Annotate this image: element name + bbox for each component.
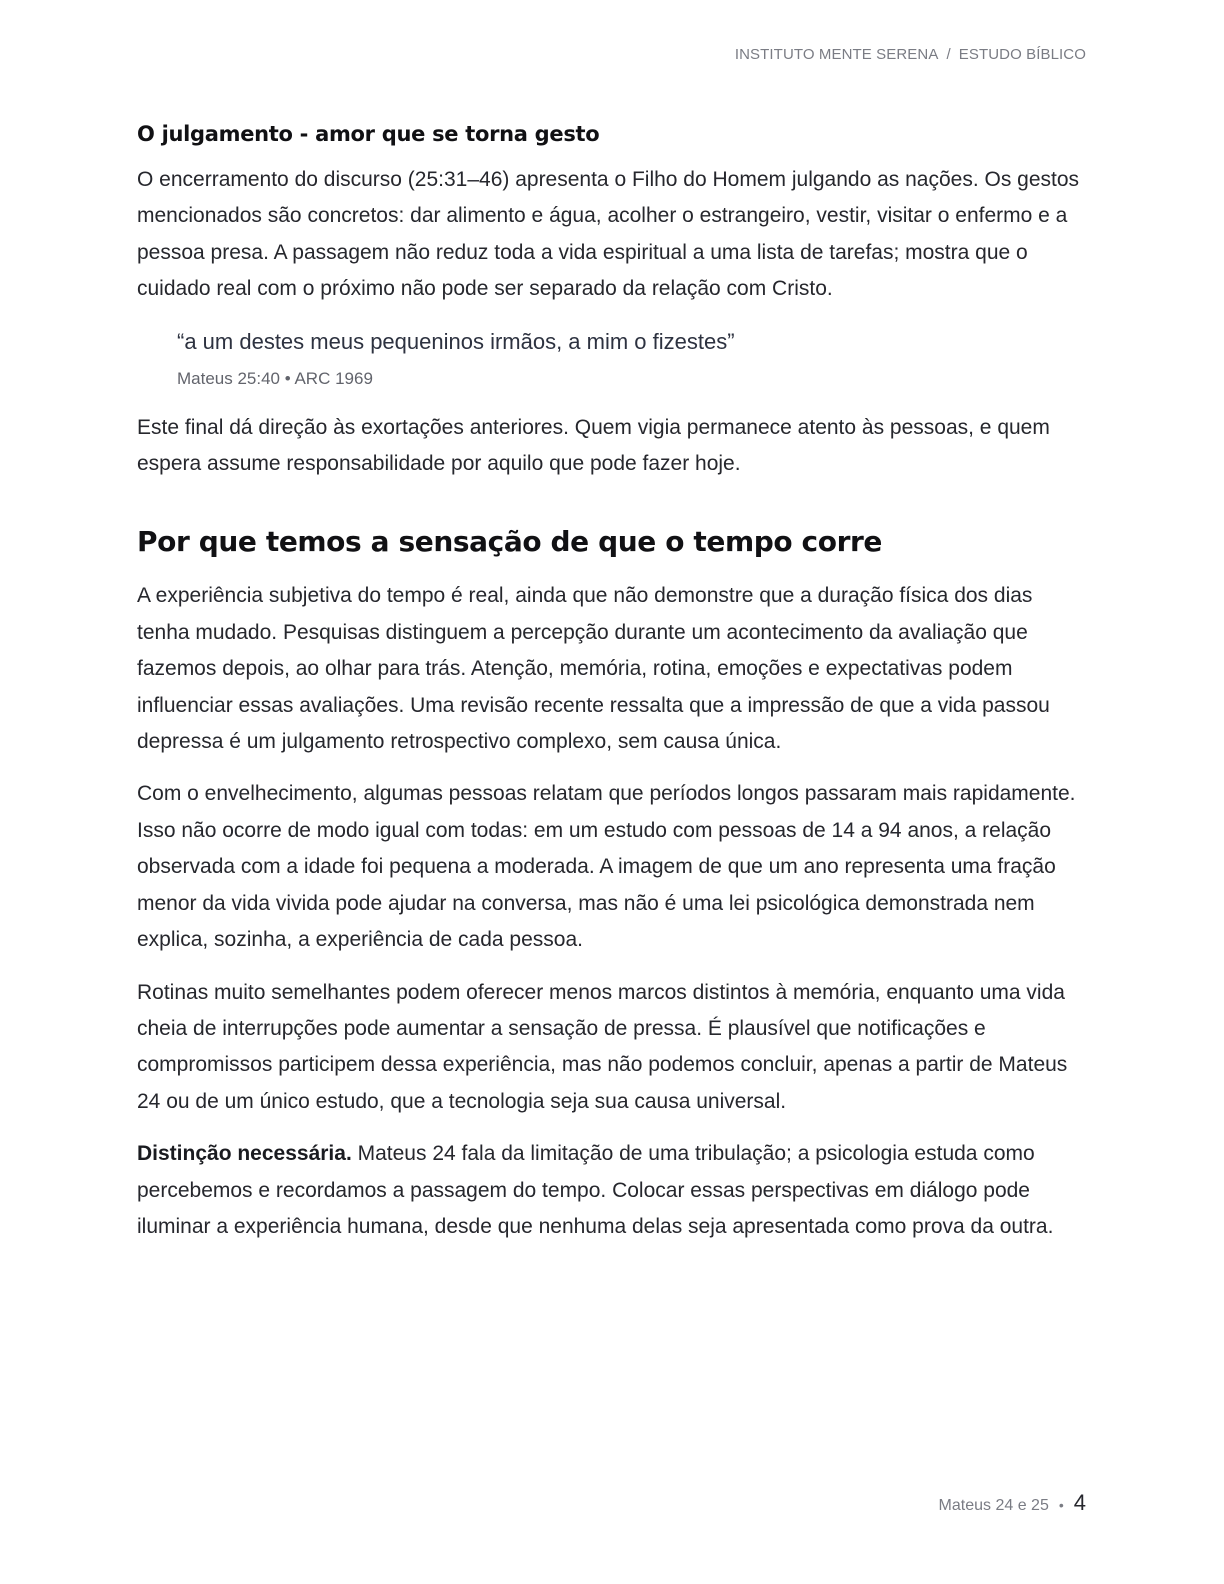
- distinction-label: Distinção necessária.: [137, 1142, 352, 1166]
- running-header: [735, 46, 1086, 63]
- distinction-paragraph: [137, 1136, 1089, 1245]
- page-footer: [939, 1490, 1086, 1516]
- time-paragraph-3: Rotinas muito semelhantes podem oferecer menos marcos distintos à memória, enquanto uma vida cheia de interrupções pode aumentar a sensação de pressa. É plausível que notificações e compromissos participem dessa experiência, mas não podemos concluir, apenas a partir de Mateus 24 ou de um único estudo, que a tecnologia seja sua causa universal.: [137, 980, 1068, 1113]
- time-paragraph-1: A experiência subjetiva do tempo é real, ainda que não demonstre que a duração física dos dias tenha mudado. Pesquisas distinguem a percepção durante um acontecimento da avaliação que fazemos depois, ao olhar para trás. Atenção, memória, rotina, emoções e expectativas podem influenciar essas avaliações. Uma revisão recente ressalta que a impressão de que a vida passou depressa é um julgamento retrospectivo complexo, sem causa única.: [137, 584, 1050, 754]
- header-separator: /: [946, 46, 951, 63]
- quote-text: “a um destes meus pequeninos irmãos, a mim o fizestes”: [177, 328, 735, 354]
- judgment-paragraph-1: O encerramento do discurso (25:31–46) apresenta o Filho do Homem julgando as nações. Os gestos mencionados são concretos: dar alimento e água, acolher o estrangeiro, vestir, visitar o enfermo e a pessoa presa. A passagem não reduz toda a vida espiritual a uma lista de tarefas; mostra que o cuidado real com o próximo não pode ser separado da relação com Cristo.: [137, 168, 1080, 301]
- header-section: ESTUDO BÍBLICO: [958, 46, 1086, 63]
- quote-citation: Mateus 25:40 • ARC 1969: [177, 368, 373, 388]
- scripture-quote: [177, 324, 1089, 394]
- header-org: INSTITUTO MENTE SERENA: [734, 46, 939, 63]
- time-heading: Por que temos a sensação de que o tempo corre: [137, 525, 883, 559]
- page-content: [137, 116, 1089, 1261]
- footer-bullet: •: [1058, 1497, 1064, 1513]
- judgment-paragraph-2: Este final dá direção às exortações anteriores. Quem vigia permanece atento às pessoas, e quem espera assume responsabilidade por aquilo que pode fazer hoje.: [137, 415, 1050, 476]
- judgment-heading: O julgamento - amor que se torna gesto: [137, 122, 600, 146]
- distinction-text: Mateus 24 fala da limitação de uma tribulação; a psicologia estuda como percebemos e recordamos a passagem do tempo. Colocar essas perspectivas em diálogo pode iluminar a experiência humana, desde que nenhuma delas seja apresentada como prova da outra.: [137, 1142, 1054, 1238]
- time-paragraph-2: Com o envelhecimento, algumas pessoas relatam que períodos longos passaram mais rapidamente. Isso não ocorre de modo igual com todas: em um estudo com pessoas de 14 a 94 anos, a relação observada com a idade foi pequena a moderada. A imagem de que um ano representa uma fração menor da vida vivida pode ajudar na conversa, mas não é uma lei psicológica demonstrada nem explica, sozinha, a experiência de cada pessoa.: [137, 782, 1076, 952]
- page-number: 4: [1073, 1490, 1086, 1515]
- footer-document-title: Mateus 24 e 25: [938, 1497, 1049, 1514]
